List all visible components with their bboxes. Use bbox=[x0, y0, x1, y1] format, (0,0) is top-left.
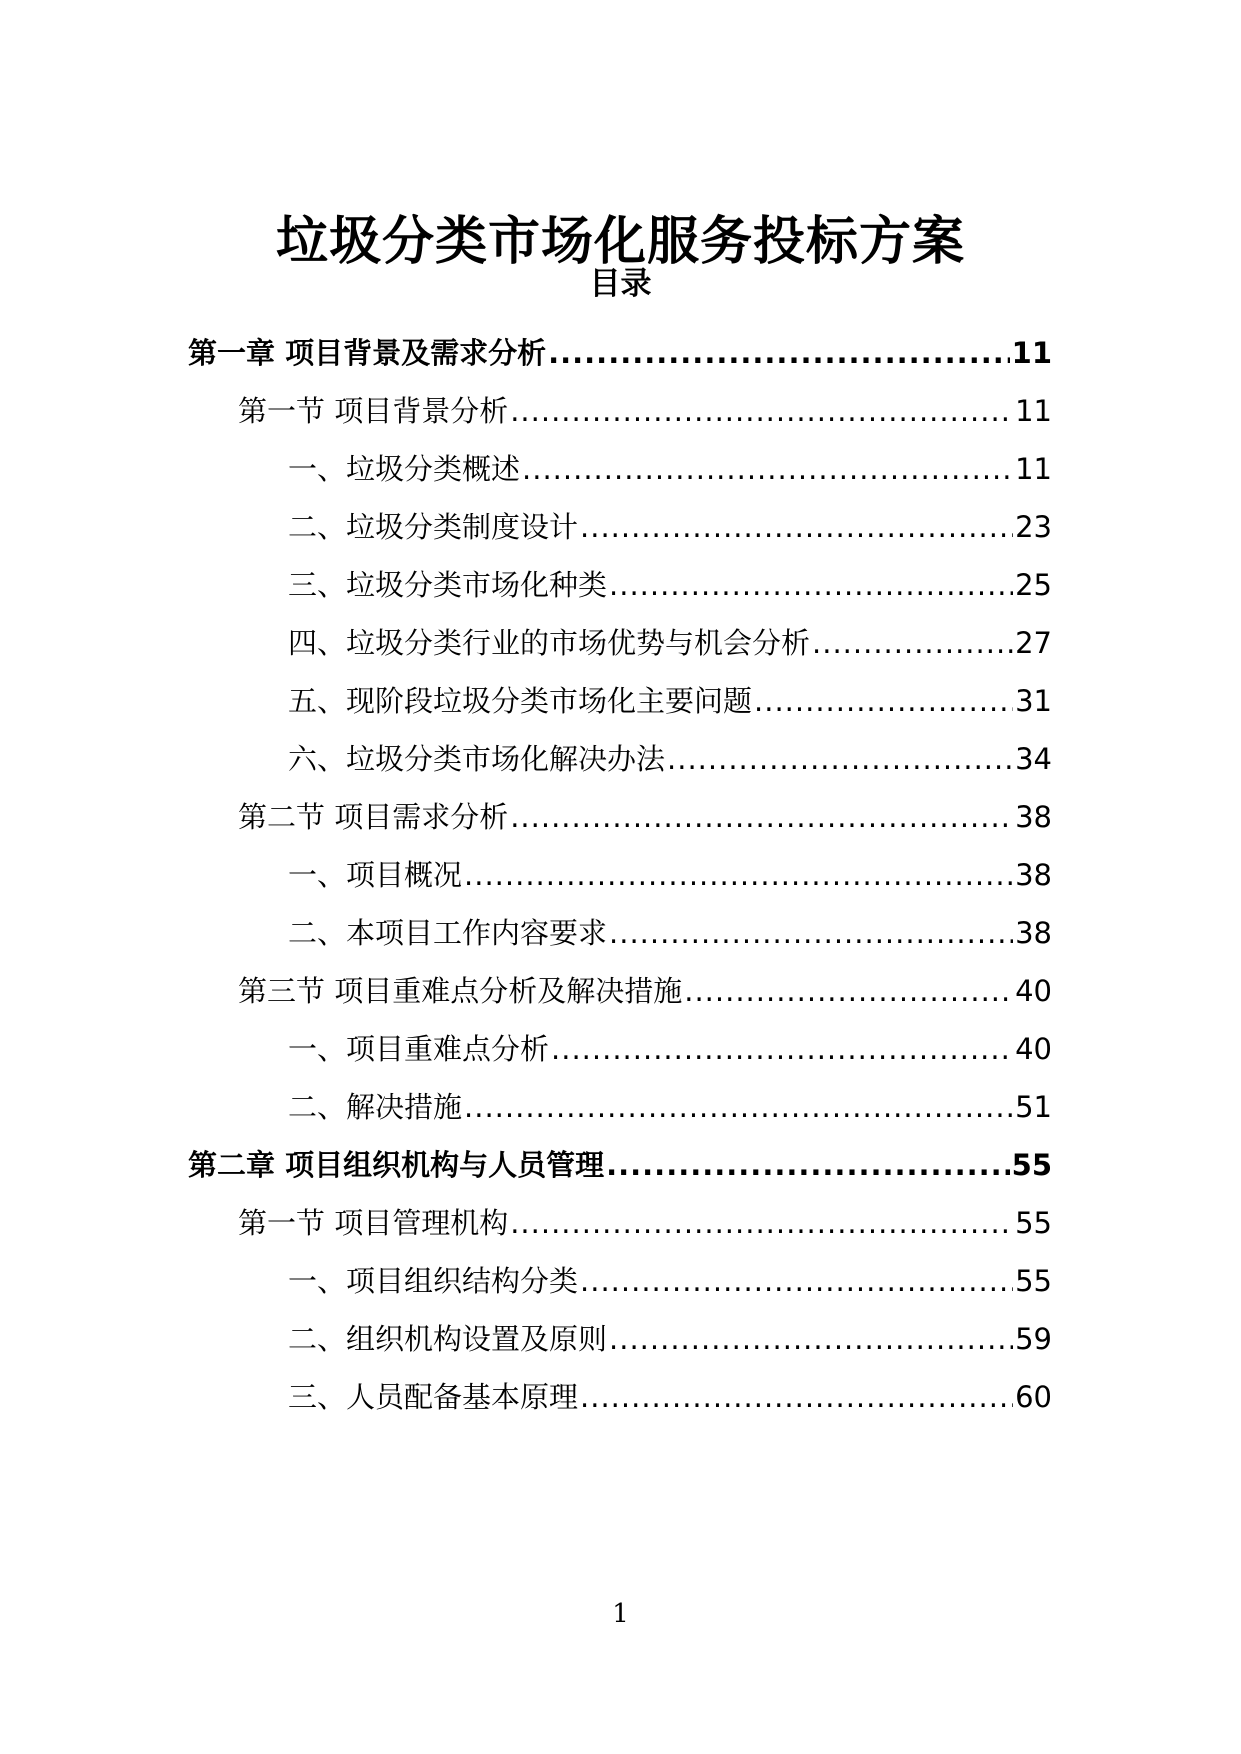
toc-dot-leader bbox=[548, 330, 1010, 376]
toc-dot-leader bbox=[684, 968, 1013, 1014]
toc-dot-leader bbox=[609, 910, 1013, 956]
toc-entry-label: 三、人员配备基本原理 bbox=[288, 1380, 579, 1414]
toc-dot-leader bbox=[510, 1200, 1013, 1246]
toc-entry-label: 二、垃圾分类制度设计 bbox=[288, 510, 579, 544]
toc-dot-leader bbox=[580, 1374, 1013, 1420]
toc-entry-page: 40 bbox=[1015, 1032, 1052, 1066]
toc-entry[interactable] bbox=[288, 562, 1052, 608]
toc-dot-leader bbox=[606, 1142, 1010, 1188]
toc-entry[interactable] bbox=[188, 330, 1052, 376]
toc-entry[interactable] bbox=[238, 968, 1052, 1014]
toc-entry[interactable] bbox=[288, 446, 1052, 492]
toc-entry[interactable] bbox=[288, 736, 1052, 782]
document-title: 垃圾分类市场化服务投标方案 bbox=[275, 211, 965, 272]
toc-entry[interactable] bbox=[238, 794, 1052, 840]
toc-entry[interactable] bbox=[238, 388, 1052, 434]
toc-entry-page: 40 bbox=[1015, 974, 1052, 1008]
toc-entry-label: 二、本项目工作内容要求 bbox=[288, 916, 608, 950]
toc-dot-leader bbox=[754, 678, 1013, 724]
toc-entry-label: 第二节 项目需求分析 bbox=[238, 800, 509, 834]
toc-entry[interactable] bbox=[188, 1142, 1052, 1188]
toc-entry-page: 55 bbox=[1015, 1264, 1052, 1298]
toc-entry-label: 一、项目组织结构分类 bbox=[288, 1264, 579, 1298]
toc-entry-page: 38 bbox=[1015, 858, 1052, 892]
toc-entry[interactable] bbox=[288, 1316, 1052, 1362]
toc-entry-label: 第一节 项目背景分析 bbox=[238, 394, 509, 428]
toc-entry-page: 31 bbox=[1015, 684, 1052, 718]
page-number: 1 bbox=[612, 1599, 629, 1629]
toc-entry-page: 55 bbox=[1015, 1206, 1052, 1240]
toc-dot-leader bbox=[510, 794, 1013, 840]
toc-dot-leader bbox=[551, 1026, 1013, 1072]
toc-entry-label: 第三节 项目重难点分析及解决措施 bbox=[238, 974, 683, 1008]
toc-entry[interactable] bbox=[288, 1084, 1052, 1130]
toc-dot-leader bbox=[464, 852, 1013, 898]
toc-dot-leader bbox=[667, 736, 1013, 782]
toc-entry-page: 60 bbox=[1015, 1380, 1052, 1414]
toc-entry[interactable] bbox=[288, 678, 1052, 724]
toc-dot-leader bbox=[510, 388, 1013, 434]
toc-entry-label: 第一节 项目管理机构 bbox=[238, 1206, 509, 1240]
toc-entry-page: 38 bbox=[1015, 800, 1052, 834]
toc-entry-label: 一、项目概况 bbox=[288, 858, 463, 892]
toc-entry-page: 11 bbox=[1015, 394, 1052, 428]
toc-entry-page: 11 bbox=[1011, 336, 1052, 370]
toc-dot-leader bbox=[580, 504, 1013, 550]
toc-entry-page: 34 bbox=[1015, 742, 1052, 776]
toc-entry-label: 二、组织机构设置及原则 bbox=[288, 1322, 608, 1356]
toc-dot-leader bbox=[522, 446, 1013, 492]
toc-dot-leader bbox=[464, 1084, 1013, 1130]
toc-entry-page: 38 bbox=[1015, 916, 1052, 950]
toc-dot-leader bbox=[609, 1316, 1013, 1362]
toc-dot-leader bbox=[609, 562, 1013, 608]
toc-entry-page: 27 bbox=[1015, 626, 1052, 660]
toc-entry[interactable] bbox=[288, 504, 1052, 550]
toc-entry-label: 第一章 项目背景及需求分析 bbox=[188, 336, 547, 370]
toc-entry-page: 23 bbox=[1015, 510, 1052, 544]
toc-entry-page: 11 bbox=[1015, 452, 1052, 486]
toc-entry[interactable] bbox=[238, 1200, 1052, 1246]
toc-entry-page: 51 bbox=[1015, 1090, 1052, 1124]
toc-entry-page: 59 bbox=[1015, 1322, 1052, 1356]
toc-entry[interactable] bbox=[288, 910, 1052, 956]
toc-entry-label: 六、垃圾分类市场化解决办法 bbox=[288, 742, 666, 776]
toc-heading: 目录 bbox=[589, 266, 652, 302]
toc-entry-label: 四、垃圾分类行业的市场优势与机会分析 bbox=[288, 626, 811, 660]
toc-entry-label: 二、解决措施 bbox=[288, 1090, 463, 1124]
toc-dot-leader bbox=[580, 1258, 1013, 1304]
toc-dot-leader bbox=[812, 620, 1013, 666]
toc-entry-page: 25 bbox=[1015, 568, 1052, 602]
toc-entry-page: 55 bbox=[1011, 1148, 1052, 1182]
toc-entry[interactable] bbox=[288, 1374, 1052, 1420]
toc-entry[interactable] bbox=[288, 1026, 1052, 1072]
toc-entry-label: 五、现阶段垃圾分类市场化主要问题 bbox=[288, 684, 753, 718]
toc-entry-label: 三、垃圾分类市场化种类 bbox=[288, 568, 608, 602]
toc-entry[interactable] bbox=[288, 620, 1052, 666]
toc-entry-label: 一、项目重难点分析 bbox=[288, 1032, 550, 1066]
toc-entry[interactable] bbox=[288, 852, 1052, 898]
toc-entry-label: 一、垃圾分类概述 bbox=[288, 452, 521, 486]
toc-entry[interactable] bbox=[288, 1258, 1052, 1304]
toc-entry-label: 第二章 项目组织机构与人员管理 bbox=[188, 1148, 605, 1182]
